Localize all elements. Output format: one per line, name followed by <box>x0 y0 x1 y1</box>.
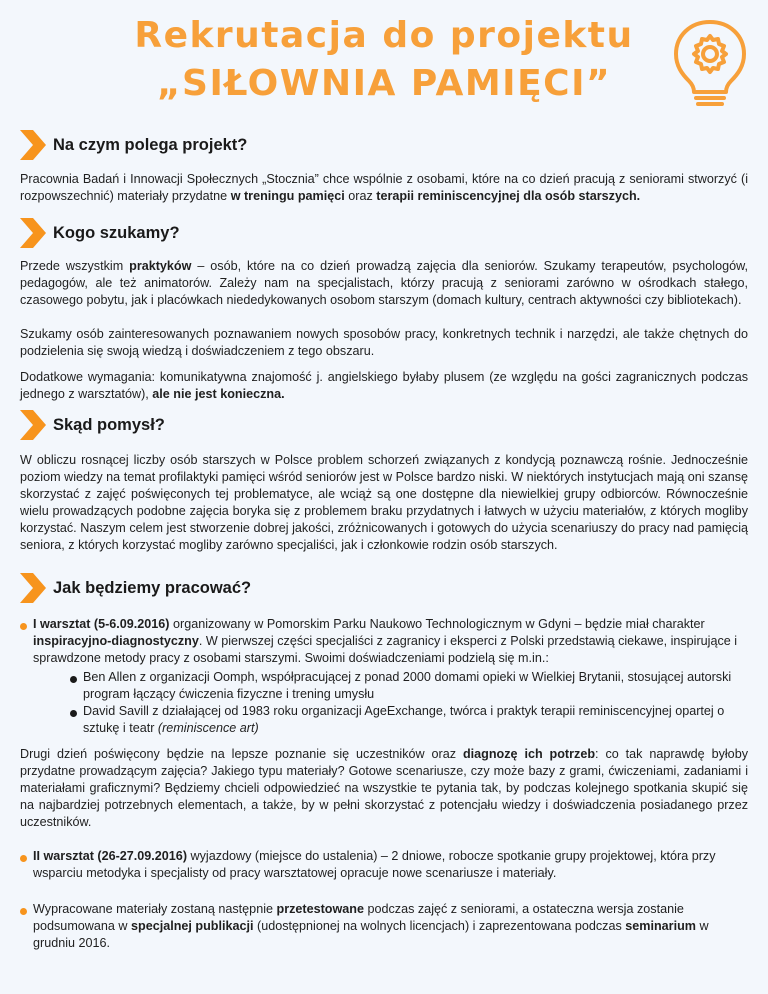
section-heading-project <box>20 130 247 160</box>
bullet-dot <box>20 855 27 862</box>
lightbulb-gear-icon <box>672 18 748 110</box>
text: Dodatkowe wymagania: komunikatywna znajomość j. angielskiego byłaby plusem (ze względu na gości zagranicznych podczas jednego z warsztatów), <box>20 370 748 401</box>
bold-text: praktyków <box>129 259 192 273</box>
section-heading-idea <box>20 410 165 440</box>
text: – osób, które na co dzień prowadzą zajęcia dla seniorów. Szukamy terapeutów, psychologów, pedagogów, ale też animatorów. Zależy nam na specjalistach, którzy pracują z seniorami zarówno w ośrodkach stałego, czasowego pobytu, jak i placówkach niededykowanych osobom starszym (domach kultury, centrach aktywności czy bibliotekach). <box>20 259 748 307</box>
bullet-dot <box>20 908 27 915</box>
bullet-materials <box>33 901 748 952</box>
bold-text: II warsztat (26-27.09.2016) <box>33 849 188 863</box>
bold-text: specjalnej publikacji <box>131 919 254 933</box>
text: (udostępnionej na wolnych licencjach) i zaprezentowana podczas <box>253 919 626 933</box>
paragraph-who-2: Szukamy osób zainteresowanych poznawaniem nowych sposobów pracy, konkretnych technik i narzędzi, ale także chętnych do podzielenia się swoją wiedzą i doświadczeniem z tego obszaru. <box>20 327 748 358</box>
text: : co tak naprawdę byłoby przydatne prowadzącym zajęcia? Jakiego typu materiały? Gotowe scenariusze, czy może bazy z grami, ćwiczeniami, zadaniami i materiałami graficznymi? Będziemy chcieli odpowiedzieć na wszystkie te pytania tak, by podczas kolejnego spotkania skupić się na najbardziej potrzebnych elementach, a także, by w pełni skorzystać z potencjału wiedzy i doświadczenia posiadanego przez uczestników. <box>20 747 748 829</box>
chevron-arrow-icon <box>20 130 46 160</box>
bullet-dot <box>70 710 77 717</box>
chevron-arrow-icon <box>20 410 46 440</box>
bullet-workshop-1 <box>33 616 748 667</box>
paragraph-who-1 <box>20 258 748 309</box>
bullet-workshop-2 <box>33 848 748 882</box>
sub-bullet-david-savill <box>83 703 748 737</box>
section-title: Kogo szukamy? <box>53 223 180 242</box>
title-line-1: Rekrutacja do projektu <box>134 15 634 56</box>
section-title: Jak będziemy pracować? <box>53 578 252 597</box>
bold-text: w treningu pamięci <box>230 189 345 203</box>
bold-text: diagnozę ich potrzeb <box>462 747 596 761</box>
italic-text: (reminiscence art) <box>157 721 259 735</box>
text: Wypracowane materiały zostaną następnie <box>33 902 277 916</box>
text: Drugi dzień poświęcony będzie na lepsze poznanie się uczestników oraz <box>20 747 463 761</box>
paragraph-idea: W obliczu rosnącej liczby osób starszych w Polsce problem schorzeń związanych z kondycją poznawczą rośnie. Jednocześnie poziom wiedzy na temat profilaktyki pamięci wśród seniorów jest w Polsce bardzo niski. W niektórych instytucjach mają oni szansę skorzystać z zajęć poświęconych tej problematyce, ale wciąż są one dostępne dla niewielkiej grupy odbiorców. Równocześnie wielu prowadzących podobne zajęcia boryka się z problemem braku przydatnych i łatwych w użyciu materiałów, z których mogliby korzystać. Naszym celem jest stworzenie dobrej jakości, zróżnicowanych i gotowych do użycia scenariuszy do pracy nad pamięcią seniora, z których korzystać mogliby zarówno specjaliści, jak i członkowie rodzin osób starszych. <box>20 453 748 552</box>
text: podczas zajęć z seniorami, a ostateczna wersja zostanie podsumowana w <box>33 902 684 933</box>
text: w grudniu 2016. <box>33 919 709 950</box>
section-heading-who <box>20 218 180 248</box>
text: . W pierwszej części specjaliści z zagranicy i eksperci z Polski przedstawią ciekawe, inspirujące i sprawdzone metody pracy z osobami starszymi. Swoimi doświadczeniami podzielą się m.in.: <box>33 634 738 665</box>
section-title: Skąd pomysł? <box>53 415 165 434</box>
section-heading-how <box>20 573 251 603</box>
text: wyjazdowy (miejsce do ustalenia) – 2 dniowe, robocze spotkanie grupy projektowej, która przy wsparciu metodyka i specjalisty od pracy warsztatowej opracuje nowe scenariusze i materiały. <box>33 849 716 880</box>
title-line-2: „SIŁOWNIA PAMIĘCI” <box>156 63 612 104</box>
text: organizowany w Pomorskim Parku Naukowo Technologicznym w Gdyni – będzie miał charakter <box>169 617 705 631</box>
text: Przede wszystkim <box>20 259 130 273</box>
sub-bullet-ben-allen: Ben Allen z organizacji Oomph, współpracującej z ponad 2000 domami opieki w Wielkiej Brytanii, stosującej autorski program łączący ćwiczenia fizyczne i trening umysłu <box>83 670 732 701</box>
bold-text: terapii reminiscencyjnej dla osób starszych. <box>376 189 641 203</box>
chevron-arrow-icon <box>20 573 46 603</box>
paragraph-project <box>20 171 748 205</box>
paragraph-requirements <box>20 369 748 403</box>
page-title <box>0 12 768 108</box>
bold-text: ale nie jest konieczna. <box>152 387 285 401</box>
paragraph-day-two <box>20 746 748 831</box>
chevron-arrow-icon <box>20 218 46 248</box>
text: Pracownia Badań i Innowacji Społecznych „Stocznia” chce wspólnie z osobami, które na co dzień pracują z seniorami stworzyć (i rozpowszechnić) materiały przydatne <box>20 172 748 203</box>
bullet-dot <box>70 676 77 683</box>
bold-text: seminarium <box>625 919 696 933</box>
bold-text: I warsztat (5-6.09.2016) <box>33 617 170 631</box>
bold-text: inspiracyjno-diagnostyczny <box>33 634 199 648</box>
text: David Savill z działającej od 1983 roku organizacji AgeExchange, twórca i praktyk terapii reminiscencyjnej opartej o sztukę i teatr <box>83 704 725 735</box>
bold-text: przetestowane <box>276 902 364 916</box>
bullet-dot <box>20 623 27 630</box>
text: oraz <box>344 189 377 203</box>
section-title: Na czym polega projekt? <box>53 135 248 154</box>
